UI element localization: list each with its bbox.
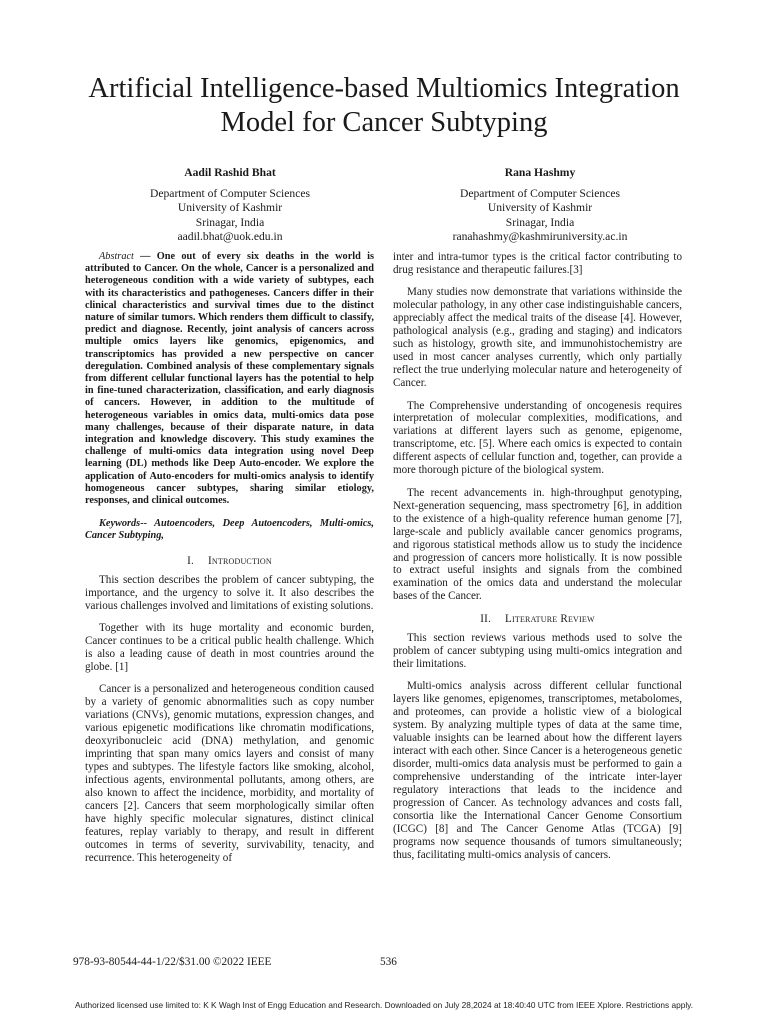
page-number: 536 [380, 956, 397, 968]
author-dept: Department of Computer Sciences [459, 186, 620, 200]
author-dept: Department of Computer Sciences [149, 186, 310, 200]
paragraph: Many studies now demonstrate that variations withinside the molecular pathology, in any other case indistinguishable cancers, appreciably affect the medical traits of the disease [4]. However, pathological analysis (e.g., grading and staging) and indicators such as histology, growth site, and immunohistochemistry are used in most cancer analyses currently, which only partially reflect the true underlying molecular nature and heterogeneity of Cancer. [393, 286, 682, 390]
author-block-2 [415, 166, 665, 245]
paragraph: Together with its huge mortality and economic burden, Cancer continues to be a critical public health challenge. Which is also a leading cause of death in most countries around the globe. [1] [85, 621, 374, 673]
section-number: II. [480, 612, 492, 625]
paragraph: This section reviews various methods used to solve the problem of cancer subtyping using multi-omics integration and their limitations. [393, 631, 682, 670]
author-block-1 [105, 166, 355, 245]
author-univ: University of Kashmir [177, 201, 283, 215]
section-heading-literature-review [393, 613, 682, 626]
abstract [85, 251, 374, 507]
title-line-2: Model for Cancer Subtyping [220, 107, 548, 138]
right-column [393, 251, 682, 871]
paragraph: The Comprehensive understanding of oncogenesis requires interpretation of molecular complexities, modifications, and variations at different layers such as genome, epigenome, transcriptome, etc. [5]. Where each omics is expected to contain different aspects of cellular function and, together, can provide a more thorough picture of the biological system. [393, 399, 682, 477]
paragraph: Cancer is a personalized and heterogeneous condition caused by a variety of genomic abnormalities such as copy number variations (CNVs), genomic mutations, expression changes, and various epigenetic modifications like chromatin modifications, deoxyribonucleic acid (DNA) methylation, and genomic imprinting that span many omics layers and consist of many types and subtypes. The lifestyle factors like smoking, alcohol, infectious agents, environmental pollutants, among others, are also known to affect the incidence, morbidity, and mortality of cancers [2]. Cancers that seem morphologically similar often have highly specific molecular signatures, distinct clinical features, replay variably to therapy, and result in different outcomes in terms of severity, survivability, tenacity, and recurrence. This heterogeneity of [85, 683, 374, 864]
author-univ: University of Kashmir [487, 201, 593, 215]
section-heading-introduction [85, 555, 374, 568]
paragraph: inter and intra-tumor types is the critical factor contributing to drug resistance and therapeutic failures.[3] [393, 251, 682, 276]
license-note: Authorized licensed use limited to: K K Wagh Inst of Engg Education and Research. Downloaded on July 28,2024 at 18:40:40 UTC from IEEE Xplore. Restrictions apply. [75, 1000, 693, 1010]
paper-title [60, 72, 708, 140]
author-name: Aadil Rashid Bhat [184, 166, 276, 179]
abstract-lead: Abstract [99, 251, 134, 262]
section-title: Introduction [208, 554, 272, 567]
section-title: Literature Review [505, 612, 595, 625]
author-city: Srinagar, India [505, 215, 575, 229]
section-number: I. [187, 554, 194, 567]
paragraph: This section describes the problem of cancer subtyping, the importance, and the urgency to solve it. It also describes the various challenges involved and limitations of existing solutions. [85, 573, 374, 612]
footer-isbn: 978-93-80544-44-1/22/$31.00 ©2022 IEEE [73, 956, 272, 968]
author-email: ranahashmy@kashmiruniversity.ac.in [452, 230, 628, 244]
author-name: Rana Hashmy [504, 166, 576, 179]
author-city: Srinagar, India [195, 215, 265, 229]
left-column [85, 251, 374, 874]
keywords: Keywords-- Autoencoders, Deep Autoencoders, Multi-omics, Cancer Subtyping, [85, 518, 374, 542]
title-line-1: Artificial Intelligence-based Multiomics Integration [88, 73, 680, 104]
paragraph: The recent advancements in. high-throughput genotyping, Next-generation sequencing, mass spectrometry [6], in addition to the existence of a high-quality reference human genome [7], large-scale and publicly available cancer genomics programs, and rigorous statistical methods allow us to study the incidence and progression of cancers more holistically. It is now possible to extract useful insights and signals from the combined examination of the omics data and understand the molecular bases of the Cancer. [393, 486, 682, 603]
author-email: aadil.bhat@uok.edu.in [177, 230, 283, 244]
paragraph: Multi-omics analysis across different cellular functional layers like genomes, epigenomes, transcriptomes, metabolomes, and proteomes, can provide a holistic view of a biological system. By analyzing multiple types of data at the same time, valuable insights can be learned about how the different layers interact with each other. Since Cancer is a heterogeneous genetic disorder, multi-omics data analysis must be performed to gain a comprehensive understanding of the intricate inter-layer regulatory interactions that leads to the incidence and progression of Cancer. As technology advances and costs fall, consortia like the International Cancer Genome Consortium (ICGC) [8] and The Cancer Genome Atlas (TCGA) [9] programs now sequence thousands of tumors simultaneously; thus, facilitating multi-omics analysis of cancers. [393, 680, 682, 861]
abstract-text: — One out of every six deaths in the world is attributed to Cancer. On the whole, Cancer is a personalized and heterogeneous condition with a wide variety of subtypes, each with its characteristics and pathogeneses. Cancers differ in their clinical characteristics and survival times due to the distinct nature of similar tumors. Which renders them difficult to classify, predict and diagnose. Recently, joint analysis of cancers across multiple omics layers like genomics, epigenomics, and transcriptomics has provided a new perspective on cancer deregulation. Combined analysis of these complementary signals from different cellular functional layers has the potential to help in fine-tuned characterization, classification, and early diagnosis of cancers. However, in addition to the multitude of heterogeneous variables in omics data, multi-omics data pose many challenges, because of their disparate nature, in data integration and knowledge discovery. This study examines the challenge of multi-omics data integration using novel Deep learning (DL) methods like Deep Auto-encoder. We explore the application of Auto-encoders for multi-omics analysis to identify homogeneous cancer subtypes, sharing similar etiology, responses, and clinical outcomes. [85, 251, 374, 507]
